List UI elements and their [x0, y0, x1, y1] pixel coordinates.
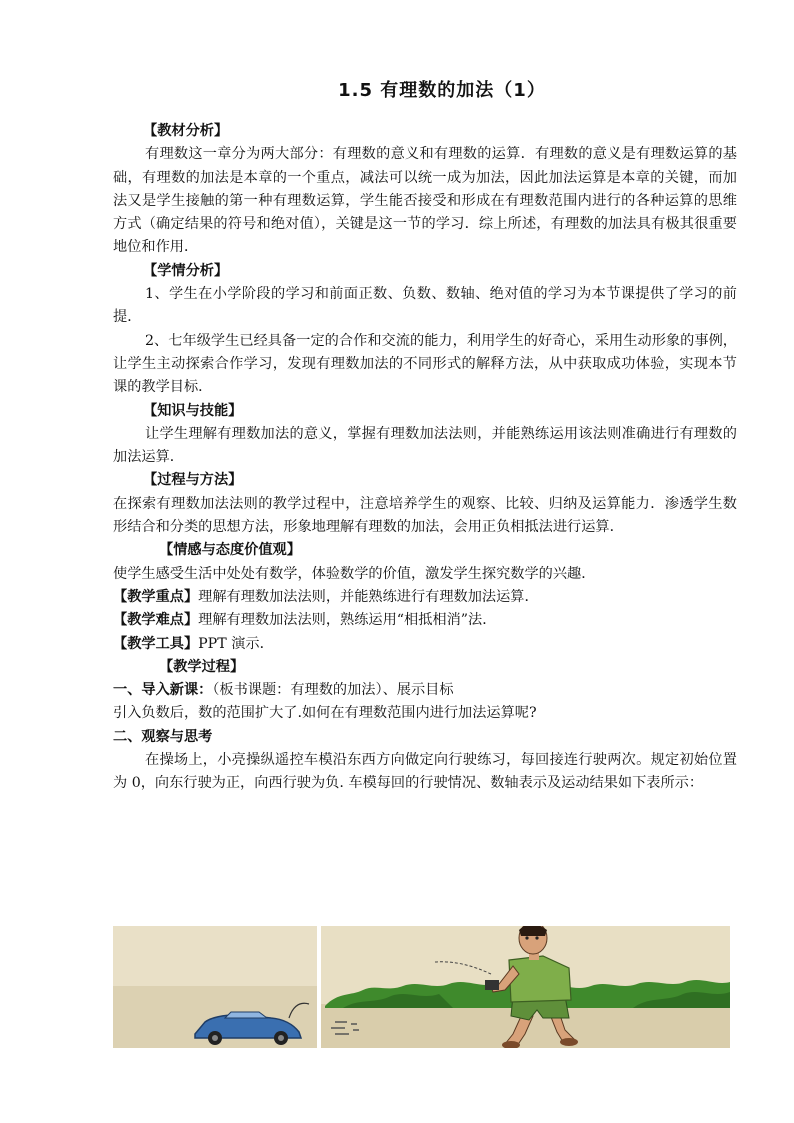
section-heading-process: 【过程与方法】 [143, 472, 243, 489]
difficulty-text: 理解有理数加法法则，熟练运用“相抵相消”法． [198, 612, 497, 629]
panel-divider [317, 926, 321, 1048]
difficulty-line [113, 609, 737, 632]
document-body [113, 120, 737, 796]
key-point-label: 【教学重点】 [113, 588, 199, 605]
section-heading-attitude: 【情感与态度价值观】 [159, 542, 301, 559]
intro-text: （板书课题：有理数的加法）、展示目标 [212, 682, 454, 699]
tools-label: 【教学工具】 [113, 635, 199, 652]
paragraph-students-1: 1、学生在小学阶段的学习和前面正数、负数、数轴、绝对值的学习为本节课提供了学习的前提． [113, 286, 737, 326]
illustration-svg [113, 926, 730, 1048]
illustration-remote-car [113, 926, 730, 1048]
tools-line [113, 633, 737, 656]
intro-label: 一、导入新课： [113, 682, 213, 699]
paragraph-students-2: 2、七年级学生已经具备一定的合作和交流的能力，利用学生的好奇心，采用生动形象的事例，让学生主动探索合作学习，发现有理数加法的不同形式的解释方法，从中获取成功体验，实现本节课的教学目标． [113, 332, 737, 396]
difficulty-label: 【教学难点】 [113, 612, 199, 629]
intro-question: 引入负数后，数的范围扩大了.如何在有理数范围内进行加法运算呢? [113, 705, 537, 722]
key-point-line [113, 586, 737, 609]
section-heading-knowledge: 【知识与技能】 [143, 402, 243, 419]
key-point-text: 理解有理数加法法则，并能熟练进行有理数加法运算． [198, 588, 539, 605]
paragraph-observe: 在操场上，小亮操纵遥控车模沿东西方向做定向行驶练习，每回接连行驶两次。规定初始位置为 0，向东行驶为正，向西行驶为负. 车模每回的行驶情况、数轴表示及运动结果如下表所示： [113, 752, 737, 792]
section-heading-teaching: 【教学过程】 [159, 658, 245, 675]
section-heading-students: 【学情分析】 [143, 262, 229, 279]
observe-heading: 二、观察与思考 [113, 728, 213, 745]
remote-control [485, 980, 499, 990]
intro-line [113, 679, 737, 702]
tools-text: PPT 演示． [198, 635, 274, 652]
paragraph-process: 在探索有理数加法法则的教学过程中，注意培养学生的观察、比较、归纳及运算能力．渗透学生数形结合和分类的思想方法，形象地理解有理数的加法，会用正负相抵法进行运算． [113, 495, 737, 536]
page-title: 1.5 有理数的加法（1） [338, 80, 546, 101]
paragraph-attitude: 使学生感受生活中处处有数学，体验数学的价值，激发学生探究数学的兴趣． [113, 565, 596, 582]
paragraph-knowledge: 让学生理解有理数加法的意义，掌握有理数加法法则，并能熟练运用该法则准确进行有理数的加法运算． [113, 425, 737, 466]
section-heading-material: 【教材分析】 [143, 123, 229, 139]
paragraph-material: 有理数这一章分为两大部分：有理数的意义和有理数的运算．有理数的意义是有理数运算的基础，有理数的加法是本章的一个重点，减法可以统一成为加法，因此加法运算是本章的关键，而加法又是学生接触的第一种有理数运算，学生能否接受和形成在有理数范围内进行的各种运算的思维方式（确定结果的符号和绝对值），关键是这一节的学习．综上所述，有理数的加法具有极其很重要地位和作用． [113, 146, 737, 256]
